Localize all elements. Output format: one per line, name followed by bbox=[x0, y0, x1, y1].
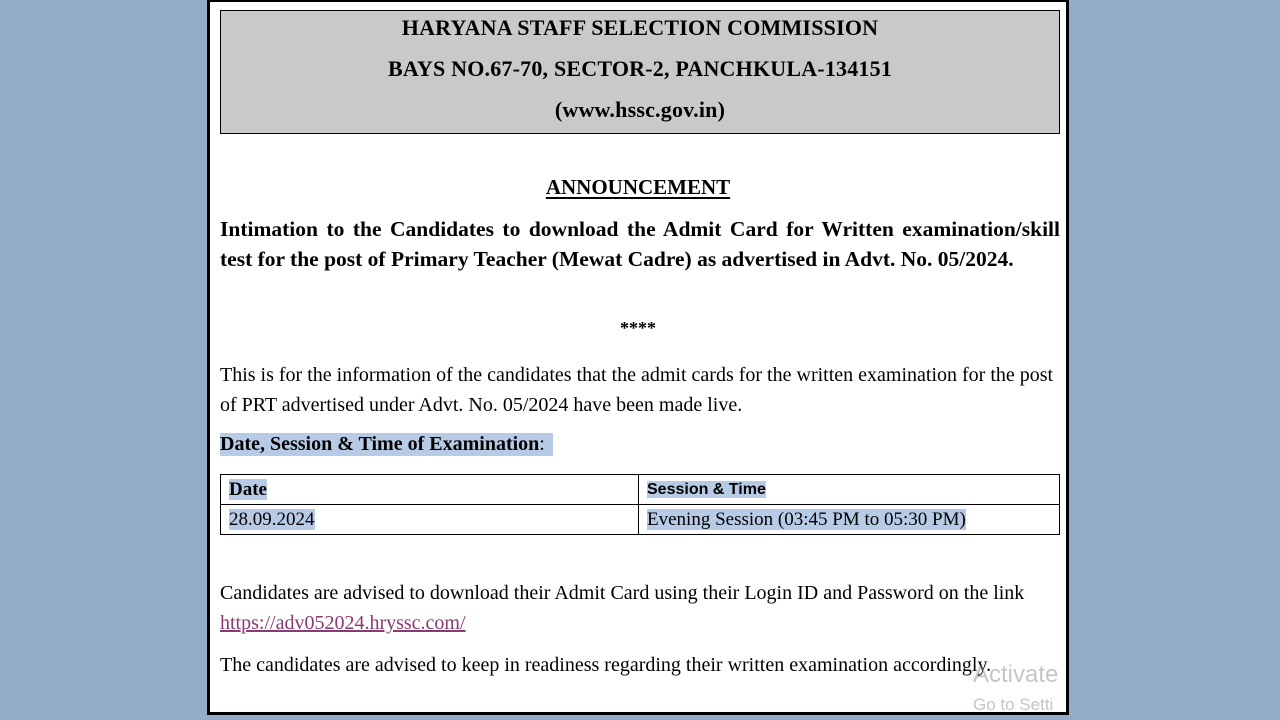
activate-windows-watermark bbox=[973, 660, 1058, 720]
table-header-session-time: Session & Time bbox=[639, 475, 1060, 505]
commission-header-box bbox=[220, 10, 1060, 134]
watermark-line2: Go to Setti bbox=[973, 695, 1054, 714]
advise-text: Candidates are advised to download their Admit Card using their Login ID and Password on the link bbox=[220, 582, 1025, 604]
intimation-paragraph: Intimation to the Candidates to download the Admit Card for Written examination/skill test for the post of Primary Teacher (Mewat Cadre) as advertised in Advt. No. 05/2024. bbox=[220, 217, 1060, 271]
separator-stars: **** bbox=[620, 318, 656, 338]
commission-name: HARYANA STAFF SELECTION COMMISSION bbox=[401, 15, 879, 40]
document-page bbox=[207, 0, 1069, 715]
info-paragraph: This is for the information of the candidates that the admit cards for the written examination for the post of PRT advertised under Advt. No. 05/2024 have been made live. bbox=[220, 364, 1054, 416]
commission-website: (www.hssc.gov.in) bbox=[554, 97, 726, 122]
watermark-line1: Activate bbox=[973, 661, 1059, 688]
table-cell-session-time: Evening Session (03:45 PM to 05:30 PM) bbox=[639, 505, 1060, 535]
table-header-date: Date bbox=[221, 475, 639, 505]
table-header-row bbox=[221, 475, 1060, 505]
table-row bbox=[221, 505, 1060, 535]
schedule-title-text: Date, Session & Time of Examination bbox=[220, 433, 540, 455]
exam-schedule-table bbox=[220, 474, 1060, 535]
table-cell-date: 28.09.2024 bbox=[221, 505, 639, 535]
announcement-title: ANNOUNCEMENT bbox=[545, 175, 731, 199]
readiness-paragraph: The candidates are advised to keep in readiness regarding their written examination accordingly. bbox=[220, 654, 992, 676]
commission-address: BAYS NO.67-70, SECTOR-2, PANCHKULA-134151 bbox=[387, 56, 893, 81]
advise-paragraph bbox=[220, 578, 1062, 638]
schedule-section-title bbox=[220, 433, 553, 456]
schedule-title-colon: : bbox=[539, 433, 545, 455]
admit-card-link[interactable]: https://adv052024.hryssc.com/ bbox=[220, 612, 466, 634]
